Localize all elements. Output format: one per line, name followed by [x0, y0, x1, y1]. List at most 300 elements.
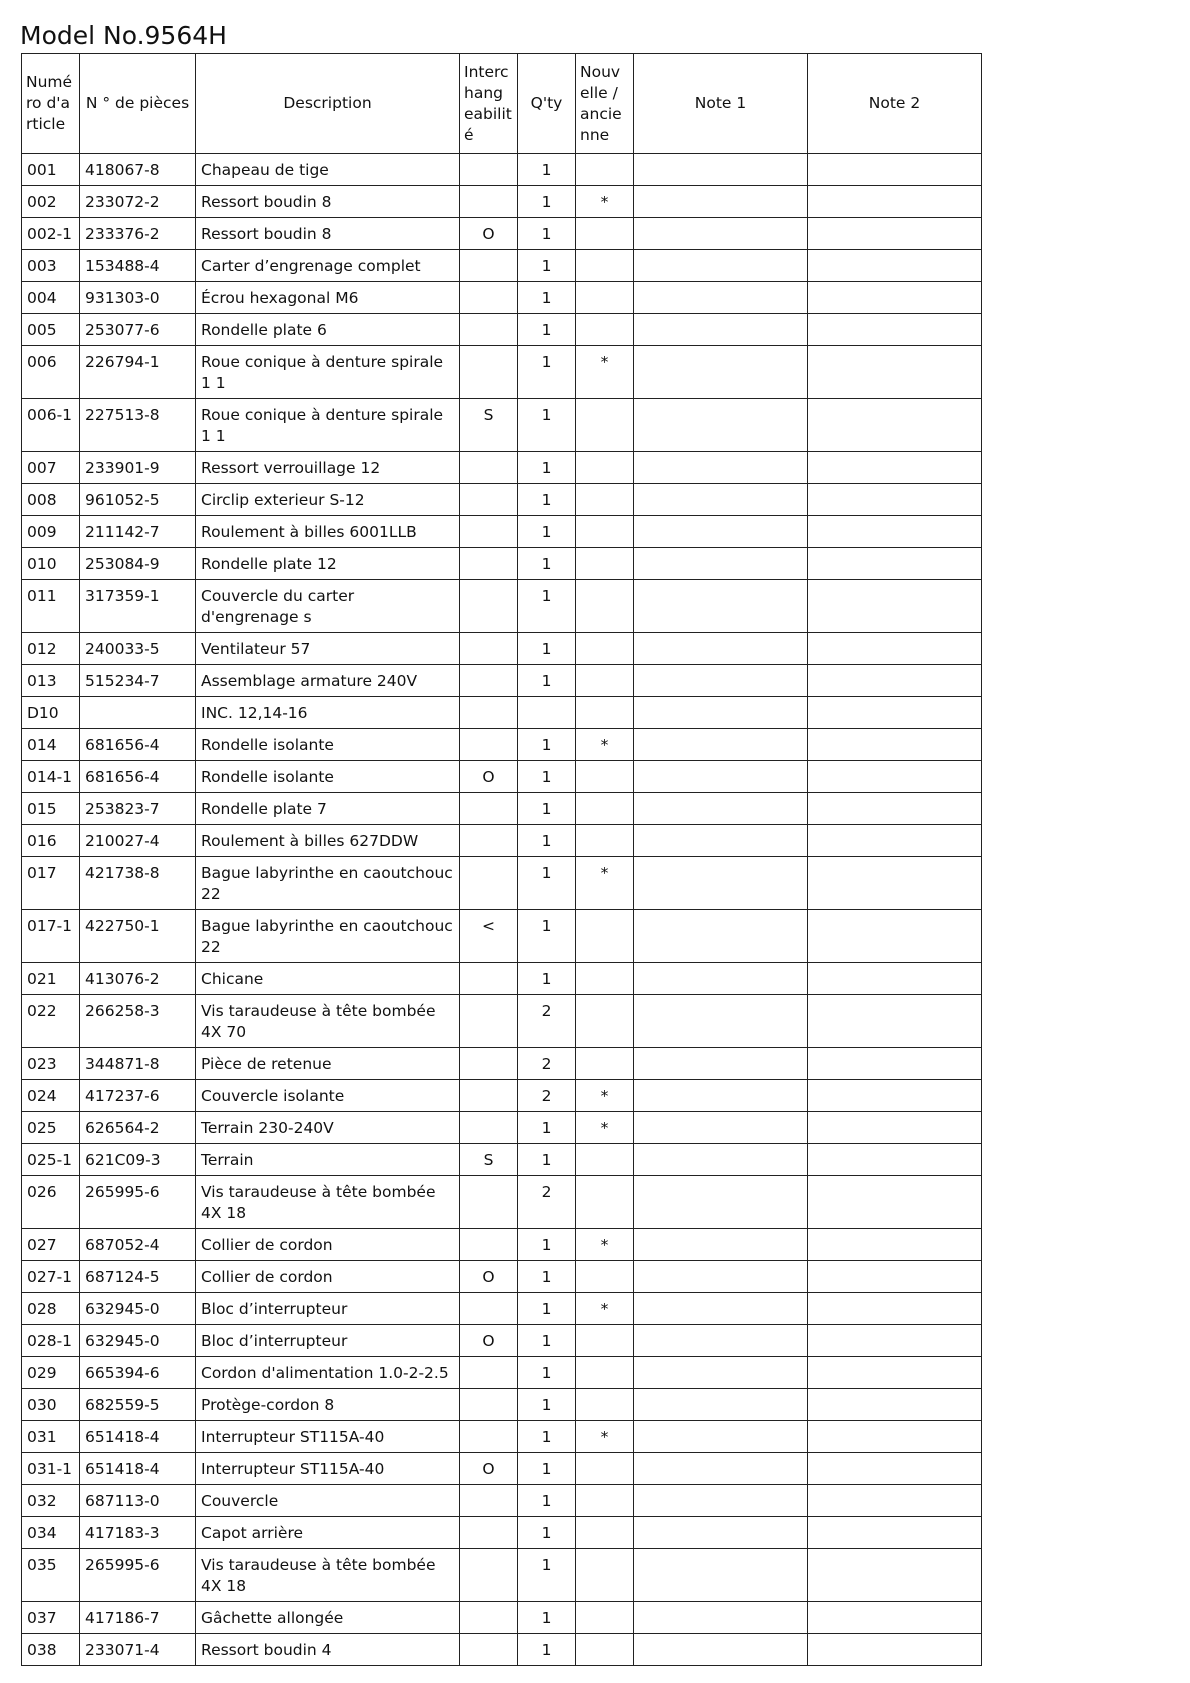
cell-note-2 — [808, 218, 982, 250]
cell-note-1 — [634, 825, 808, 857]
cell-qty: 1 — [518, 1357, 576, 1389]
cell-description: Circlip exterieur S-12 — [196, 484, 460, 516]
cell-interchangeability: O — [460, 1325, 518, 1357]
cell-description: Roulement à billes 6001LLB — [196, 516, 460, 548]
cell-note-2 — [808, 963, 982, 995]
cell-new-old — [576, 250, 634, 282]
table-row — [22, 580, 982, 633]
cell-new-old — [576, 1261, 634, 1293]
cell-part-no: 233071-4 — [80, 1634, 196, 1666]
cell-qty: 1 — [518, 665, 576, 697]
cell-new-old — [576, 314, 634, 346]
table-row — [22, 186, 982, 218]
cell-interchangeability — [460, 516, 518, 548]
cell-interchangeability — [460, 857, 518, 910]
table-row — [22, 314, 982, 346]
cell-note-1 — [634, 1261, 808, 1293]
cell-note-1 — [634, 1048, 808, 1080]
table-row — [22, 1112, 982, 1144]
cell-new-old: * — [576, 1229, 634, 1261]
cell-new-old — [576, 633, 634, 665]
cell-qty: 1 — [518, 1517, 576, 1549]
cell-note-1 — [634, 1517, 808, 1549]
cell-note-1 — [634, 633, 808, 665]
cell-note-2 — [808, 154, 982, 186]
cell-part-no: 344871-8 — [80, 1048, 196, 1080]
cell-note-2 — [808, 793, 982, 825]
header-part-no: N ° de pièces — [80, 54, 196, 154]
cell-item-no: 027 — [22, 1229, 80, 1261]
cell-note-2 — [808, 314, 982, 346]
cell-qty: 1 — [518, 282, 576, 314]
cell-note-2 — [808, 1144, 982, 1176]
table-row — [22, 1080, 982, 1112]
cell-note-1 — [634, 1112, 808, 1144]
table-row — [22, 963, 982, 995]
table-row — [22, 250, 982, 282]
cell-new-old — [576, 1634, 634, 1666]
table-row — [22, 452, 982, 484]
cell-description: Ressort boudin 4 — [196, 1634, 460, 1666]
cell-interchangeability: O — [460, 761, 518, 793]
cell-qty: 1 — [518, 761, 576, 793]
cell-part-no: 253823-7 — [80, 793, 196, 825]
cell-part-no: 418067-8 — [80, 154, 196, 186]
cell-note-1 — [634, 857, 808, 910]
cell-item-no: 001 — [22, 154, 80, 186]
cell-note-2 — [808, 452, 982, 484]
cell-qty: 1 — [518, 218, 576, 250]
cell-qty: 1 — [518, 633, 576, 665]
cell-interchangeability — [460, 548, 518, 580]
table-row — [22, 1325, 982, 1357]
cell-part-no: 240033-5 — [80, 633, 196, 665]
cell-new-old — [576, 995, 634, 1048]
cell-note-2 — [808, 825, 982, 857]
table-row — [22, 793, 982, 825]
cell-item-no: 037 — [22, 1602, 80, 1634]
cell-note-2 — [808, 1421, 982, 1453]
cell-note-2 — [808, 1485, 982, 1517]
cell-note-1 — [634, 697, 808, 729]
cell-item-no: 017-1 — [22, 910, 80, 963]
cell-description: Chapeau de tige — [196, 154, 460, 186]
cell-part-no: 681656-4 — [80, 729, 196, 761]
parts-table-body — [22, 154, 982, 1666]
cell-description: INC. 12,14-16 — [196, 697, 460, 729]
table-row — [22, 910, 982, 963]
cell-new-old: * — [576, 1293, 634, 1325]
cell-note-1 — [634, 1357, 808, 1389]
table-row — [22, 1421, 982, 1453]
cell-description: Gâchette allongée — [196, 1602, 460, 1634]
cell-item-no: 025-1 — [22, 1144, 80, 1176]
cell-note-1 — [634, 154, 808, 186]
cell-new-old: * — [576, 857, 634, 910]
cell-new-old — [576, 154, 634, 186]
cell-description: Couvercle — [196, 1485, 460, 1517]
cell-qty: 1 — [518, 1144, 576, 1176]
cell-description: Assemblage armature 240V — [196, 665, 460, 697]
cell-qty: 1 — [518, 1421, 576, 1453]
table-row — [22, 548, 982, 580]
cell-interchangeability — [460, 825, 518, 857]
cell-qty: 1 — [518, 1453, 576, 1485]
cell-item-no: 002 — [22, 186, 80, 218]
cell-interchangeability — [460, 1389, 518, 1421]
cell-note-1 — [634, 186, 808, 218]
cell-note-2 — [808, 1602, 982, 1634]
header-note-1: Note 1 — [634, 54, 808, 154]
cell-interchangeability: S — [460, 1144, 518, 1176]
cell-item-no: D10 — [22, 697, 80, 729]
cell-interchangeability — [460, 1176, 518, 1229]
cell-part-no: 665394-6 — [80, 1357, 196, 1389]
table-row — [22, 484, 982, 516]
cell-description: Ressort boudin 8 — [196, 218, 460, 250]
cell-interchangeability — [460, 1549, 518, 1602]
table-row — [22, 346, 982, 399]
cell-interchangeability: O — [460, 1453, 518, 1485]
cell-interchangeability — [460, 1421, 518, 1453]
cell-part-no: 253077-6 — [80, 314, 196, 346]
cell-interchangeability — [460, 314, 518, 346]
cell-note-2 — [808, 1453, 982, 1485]
cell-note-1 — [634, 1080, 808, 1112]
cell-item-no: 007 — [22, 452, 80, 484]
cell-note-1 — [634, 1485, 808, 1517]
cell-part-no: 253084-9 — [80, 548, 196, 580]
cell-part-no: 417186-7 — [80, 1602, 196, 1634]
cell-note-1 — [634, 548, 808, 580]
cell-item-no: 010 — [22, 548, 80, 580]
table-row — [22, 1453, 982, 1485]
cell-new-old — [576, 452, 634, 484]
cell-new-old — [576, 1144, 634, 1176]
cell-description: Interrupteur ST115A-40 — [196, 1453, 460, 1485]
cell-part-no: 651418-4 — [80, 1453, 196, 1485]
cell-qty: 1 — [518, 484, 576, 516]
cell-note-2 — [808, 399, 982, 452]
cell-item-no: 009 — [22, 516, 80, 548]
cell-new-old — [576, 1485, 634, 1517]
cell-note-2 — [808, 1229, 982, 1261]
cell-new-old: * — [576, 729, 634, 761]
cell-description: Collier de cordon — [196, 1229, 460, 1261]
table-row — [22, 1048, 982, 1080]
cell-description: Cordon d'alimentation 1.0-2-2.5 — [196, 1357, 460, 1389]
cell-item-no: 030 — [22, 1389, 80, 1421]
cell-item-no: 038 — [22, 1634, 80, 1666]
cell-new-old — [576, 665, 634, 697]
cell-note-1 — [634, 1549, 808, 1602]
cell-description: Couvercle du carter d'engrenage s — [196, 580, 460, 633]
cell-interchangeability — [460, 452, 518, 484]
table-row — [22, 516, 982, 548]
cell-new-old — [576, 1325, 634, 1357]
cell-part-no: 210027-4 — [80, 825, 196, 857]
cell-qty: 1 — [518, 857, 576, 910]
cell-note-2 — [808, 1325, 982, 1357]
cell-new-old — [576, 1517, 634, 1549]
cell-new-old — [576, 1357, 634, 1389]
cell-description: Vis taraudeuse à tête bombée 4X 70 — [196, 995, 460, 1048]
cell-note-2 — [808, 282, 982, 314]
cell-new-old — [576, 1176, 634, 1229]
cell-part-no: 233901-9 — [80, 452, 196, 484]
header-row — [22, 54, 982, 154]
cell-note-2 — [808, 1634, 982, 1666]
cell-new-old — [576, 825, 634, 857]
cell-interchangeability — [460, 484, 518, 516]
cell-item-no: 014 — [22, 729, 80, 761]
cell-note-1 — [634, 346, 808, 399]
cell-new-old — [576, 1549, 634, 1602]
cell-part-no: 233376-2 — [80, 218, 196, 250]
table-row — [22, 729, 982, 761]
cell-note-2 — [808, 1389, 982, 1421]
cell-note-2 — [808, 516, 982, 548]
cell-note-2 — [808, 580, 982, 633]
cell-part-no: 632945-0 — [80, 1325, 196, 1357]
cell-part-no: 211142-7 — [80, 516, 196, 548]
table-row — [22, 1485, 982, 1517]
cell-item-no: 035 — [22, 1549, 80, 1602]
cell-note-2 — [808, 1549, 982, 1602]
cell-part-no: 961052-5 — [80, 484, 196, 516]
cell-qty: 2 — [518, 1080, 576, 1112]
cell-description: Rondelle isolante — [196, 729, 460, 761]
table-row — [22, 1357, 982, 1389]
cell-description: Terrain 230-240V — [196, 1112, 460, 1144]
cell-description: Ressort verrouillage 12 — [196, 452, 460, 484]
cell-item-no: 024 — [22, 1080, 80, 1112]
cell-interchangeability — [460, 729, 518, 761]
header-item-no: Numé ro d'a rticle — [22, 54, 80, 154]
cell-note-2 — [808, 633, 982, 665]
table-row — [22, 857, 982, 910]
cell-description: Protège-cordon 8 — [196, 1389, 460, 1421]
cell-part-no: 931303-0 — [80, 282, 196, 314]
cell-description: Roulement à billes 627DDW — [196, 825, 460, 857]
header-description: Description — [196, 54, 460, 154]
cell-new-old — [576, 761, 634, 793]
header-interchangeability: Interc hang eabilit é — [460, 54, 518, 154]
cell-note-1 — [634, 250, 808, 282]
cell-description: Vis taraudeuse à tête bombée 4X 18 — [196, 1176, 460, 1229]
cell-note-1 — [634, 516, 808, 548]
cell-description: Bague labyrinthe en caoutchouc 22 — [196, 910, 460, 963]
cell-part-no: 626564-2 — [80, 1112, 196, 1144]
table-row — [22, 1517, 982, 1549]
cell-note-1 — [634, 314, 808, 346]
table-row — [22, 1261, 982, 1293]
cell-item-no: 014-1 — [22, 761, 80, 793]
table-row — [22, 995, 982, 1048]
cell-item-no: 027-1 — [22, 1261, 80, 1293]
cell-new-old: * — [576, 1080, 634, 1112]
cell-note-2 — [808, 346, 982, 399]
cell-qty: 1 — [518, 548, 576, 580]
cell-new-old: * — [576, 186, 634, 218]
cell-qty: 1 — [518, 250, 576, 282]
cell-qty: 1 — [518, 1293, 576, 1325]
cell-description: Bloc d’interrupteur — [196, 1325, 460, 1357]
cell-part-no: 417183-3 — [80, 1517, 196, 1549]
cell-interchangeability — [460, 697, 518, 729]
cell-new-old — [576, 1389, 634, 1421]
cell-item-no: 012 — [22, 633, 80, 665]
cell-item-no: 029 — [22, 1357, 80, 1389]
cell-note-1 — [634, 484, 808, 516]
cell-description: Capot arrière — [196, 1517, 460, 1549]
cell-qty: 1 — [518, 1261, 576, 1293]
cell-part-no: 413076-2 — [80, 963, 196, 995]
cell-interchangeability — [460, 154, 518, 186]
cell-note-2 — [808, 857, 982, 910]
cell-qty: 1 — [518, 1229, 576, 1261]
cell-qty: 1 — [518, 1112, 576, 1144]
cell-item-no: 006 — [22, 346, 80, 399]
table-row — [22, 1144, 982, 1176]
cell-part-no: 687113-0 — [80, 1485, 196, 1517]
cell-description: Carter d’engrenage complet — [196, 250, 460, 282]
cell-interchangeability — [460, 282, 518, 314]
cell-note-2 — [808, 729, 982, 761]
cell-note-1 — [634, 995, 808, 1048]
cell-new-old — [576, 1453, 634, 1485]
cell-qty: 2 — [518, 1048, 576, 1080]
cell-interchangeability: O — [460, 218, 518, 250]
cell-part-no: 265995-6 — [80, 1176, 196, 1229]
cell-description: Chicane — [196, 963, 460, 995]
cell-part-no: 417237-6 — [80, 1080, 196, 1112]
cell-qty: 1 — [518, 1549, 576, 1602]
cell-note-2 — [808, 665, 982, 697]
cell-qty: 1 — [518, 1389, 576, 1421]
cell-new-old — [576, 910, 634, 963]
cell-item-no: 023 — [22, 1048, 80, 1080]
cell-description: Roue conique à denture spirale 1 1 — [196, 399, 460, 452]
cell-part-no: 226794-1 — [80, 346, 196, 399]
cell-note-1 — [634, 1634, 808, 1666]
cell-interchangeability — [460, 346, 518, 399]
cell-item-no: 003 — [22, 250, 80, 282]
cell-qty: 1 — [518, 729, 576, 761]
cell-item-no: 028-1 — [22, 1325, 80, 1357]
cell-part-no: 681656-4 — [80, 761, 196, 793]
cell-note-2 — [808, 548, 982, 580]
cell-note-1 — [634, 452, 808, 484]
header-qty: Q'ty — [518, 54, 576, 154]
cell-description: Ventilateur 57 — [196, 633, 460, 665]
cell-qty: 1 — [518, 1634, 576, 1666]
cell-qty: 2 — [518, 1176, 576, 1229]
header-note-2: Note 2 — [808, 54, 982, 154]
cell-note-1 — [634, 1389, 808, 1421]
cell-part-no: 421738-8 — [80, 857, 196, 910]
cell-description: Rondelle isolante — [196, 761, 460, 793]
cell-item-no: 028 — [22, 1293, 80, 1325]
cell-new-old — [576, 484, 634, 516]
cell-item-no: 017 — [22, 857, 80, 910]
cell-note-1 — [634, 793, 808, 825]
table-row — [22, 282, 982, 314]
cell-note-1 — [634, 963, 808, 995]
cell-item-no: 021 — [22, 963, 80, 995]
cell-interchangeability — [460, 1485, 518, 1517]
cell-note-2 — [808, 250, 982, 282]
cell-new-old — [576, 580, 634, 633]
cell-qty: 2 — [518, 995, 576, 1048]
table-row — [22, 1176, 982, 1229]
cell-part-no: 265995-6 — [80, 1549, 196, 1602]
cell-new-old — [576, 963, 634, 995]
cell-qty: 1 — [518, 516, 576, 548]
table-row — [22, 665, 982, 697]
table-row — [22, 1293, 982, 1325]
cell-note-2 — [808, 1517, 982, 1549]
cell-part-no: 621C09-3 — [80, 1144, 196, 1176]
cell-new-old: * — [576, 1112, 634, 1144]
cell-item-no: 004 — [22, 282, 80, 314]
cell-item-no: 013 — [22, 665, 80, 697]
cell-description: Pièce de retenue — [196, 1048, 460, 1080]
cell-item-no: 008 — [22, 484, 80, 516]
table-row — [22, 1389, 982, 1421]
cell-interchangeability: O — [460, 1261, 518, 1293]
cell-qty — [518, 697, 576, 729]
table-row — [22, 825, 982, 857]
cell-description: Écrou hexagonal M6 — [196, 282, 460, 314]
cell-new-old — [576, 1048, 634, 1080]
cell-qty: 1 — [518, 825, 576, 857]
cell-qty: 1 — [518, 154, 576, 186]
cell-item-no: 022 — [22, 995, 80, 1048]
cell-item-no: 016 — [22, 825, 80, 857]
cell-qty: 1 — [518, 580, 576, 633]
cell-note-2 — [808, 697, 982, 729]
cell-note-1 — [634, 218, 808, 250]
cell-interchangeability — [460, 1080, 518, 1112]
cell-note-2 — [808, 1176, 982, 1229]
cell-new-old: * — [576, 346, 634, 399]
cell-new-old — [576, 399, 634, 452]
cell-interchangeability — [460, 633, 518, 665]
cell-interchangeability: S — [460, 399, 518, 452]
cell-qty: 1 — [518, 452, 576, 484]
cell-item-no: 025 — [22, 1112, 80, 1144]
cell-interchangeability — [460, 1602, 518, 1634]
cell-note-2 — [808, 910, 982, 963]
cell-part-no: 266258-3 — [80, 995, 196, 1048]
cell-description: Roue conique à denture spirale 1 1 — [196, 346, 460, 399]
cell-interchangeability — [460, 186, 518, 218]
cell-description: Collier de cordon — [196, 1261, 460, 1293]
cell-part-no: 153488-4 — [80, 250, 196, 282]
cell-qty: 1 — [518, 910, 576, 963]
cell-note-1 — [634, 761, 808, 793]
cell-description: Bloc d’interrupteur — [196, 1293, 460, 1325]
cell-part-no: 227513-8 — [80, 399, 196, 452]
cell-new-old — [576, 793, 634, 825]
cell-note-1 — [634, 580, 808, 633]
cell-qty: 1 — [518, 1602, 576, 1634]
cell-description: Ressort boudin 8 — [196, 186, 460, 218]
cell-interchangeability — [460, 1293, 518, 1325]
cell-part-no: 682559-5 — [80, 1389, 196, 1421]
cell-new-old — [576, 516, 634, 548]
